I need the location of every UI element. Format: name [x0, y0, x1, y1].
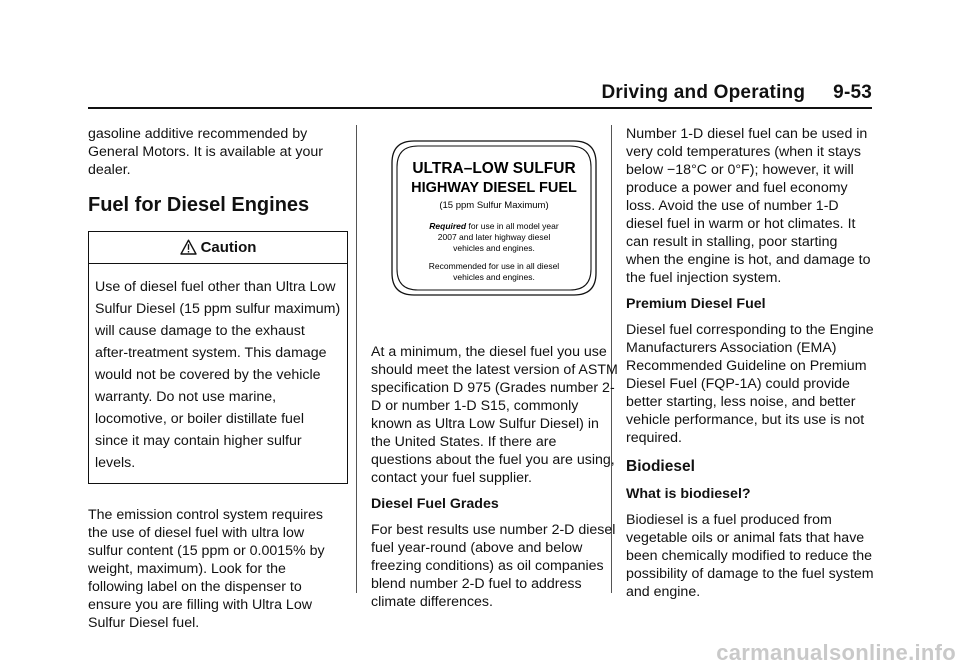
page-number: 9-53: [833, 82, 872, 103]
grades-paragraph: For best results use number 2-D diesel fuel year-round (above and below freezing conditions) as oil companies blend number 2-D fuel to address climate differences.: [371, 522, 616, 610]
column-2: [371, 125, 619, 619]
label-recommended-line-2: vehicles and engines.: [453, 272, 535, 282]
number-1d-paragraph: Number 1-D diesel fuel can be used in very cold temperatures (when it stays below −18°C or 0°F); however, it will produce a power and fuel economy loss. Avoid the use of number 1-D diesel fuel in warm or hot climates. It can result in stalling, poor starting when the engine is hot, and damage to the fuel injection system.: [626, 126, 871, 286]
subheading-what-is-biodiesel: What is biodiesel?: [626, 486, 751, 502]
label-required-rest: for use in all model year: [466, 221, 559, 231]
caution-header: [89, 232, 347, 264]
premium-paragraph: Diesel fuel corresponding to the Engine Manufacturers Association (EMA) Recommended Guideline on Premium Diesel Fuel (FQP-1A) could provide better starting, less noise, and better vehicle performance, but its use is not required.: [626, 322, 874, 446]
subheading-premium-diesel: Premium Diesel Fuel: [626, 296, 766, 312]
column-divider-1: [356, 125, 357, 593]
biodiesel-paragraph: Biodiesel is a fuel produced from vegetable oils or animal fats that have been chemically modified to reduce the possibility of damage to the fuel system and engine.: [626, 512, 874, 600]
site-watermark: carmanualsonline.info: [716, 640, 956, 665]
caution-text: Use of diesel fuel other than Ultra Low Sulfur Diesel (15 ppm sulfur maximum) will cause damage to the exhaust after-treatment system. This damage would not be covered by the vehicle warranty. Do not use marine, locomotive, or boiler distillate fuel since it may contain higher sulfur levels.: [95, 279, 341, 471]
label-line-sulfur-max: (15 ppm Sulfur Maximum): [439, 200, 549, 211]
caution-heading: Caution: [200, 239, 257, 256]
fuel-label-image: [388, 137, 600, 299]
label-required-word: Required: [429, 221, 467, 231]
warning-triangle-icon: [180, 239, 197, 255]
label-required-line-2: 2007 and later highway diesel: [437, 232, 551, 242]
ulsd-pump-label: [388, 137, 600, 299]
section-heading-diesel: Fuel for Diesel Engines: [88, 194, 310, 216]
column-3: [626, 125, 874, 609]
emission-paragraph: The emission control system requires the use of diesel fuel with ultra low sulfur content (15 ppm or 0.0015% by weight, maximum). Look for the following label on the dispenser to ensure you are filling with Ultra Low Sulfur Diesel fuel.: [88, 507, 325, 631]
subheading-diesel-fuel-grades: Diesel Fuel Grades: [371, 496, 499, 512]
label-line-highway-diesel: HIGHWAY DIESEL FUEL: [411, 180, 577, 196]
label-line-ultra-low-sulfur: ULTRA–LOW SULFUR: [412, 160, 576, 177]
label-required-line-3: vehicles and engines.: [453, 243, 535, 253]
intro-paragraph: gasoline additive recommended by General Motors. It is available at your dealer.: [88, 126, 323, 178]
section-heading-biodiesel: Biodiesel: [626, 458, 695, 475]
column-1: [88, 125, 341, 640]
page-header: [601, 82, 872, 104]
label-required-line: [429, 221, 559, 231]
chapter-title: Driving and Operating: [601, 82, 806, 103]
label-recommended-line-1: Recommended for use in all diesel: [428, 261, 560, 271]
astm-paragraph: At a minimum, the diesel fuel you use should meet the latest version of ASTM specification D 975 (Grades number 2-D or number 1-D S15, commonly known as Ultra Low Sulfur Diesel) in the United States. If there are questions about the fuel you are using, contact your fuel supplier.: [371, 344, 618, 486]
header-rule: [88, 107, 872, 109]
caution-box: [88, 231, 348, 484]
